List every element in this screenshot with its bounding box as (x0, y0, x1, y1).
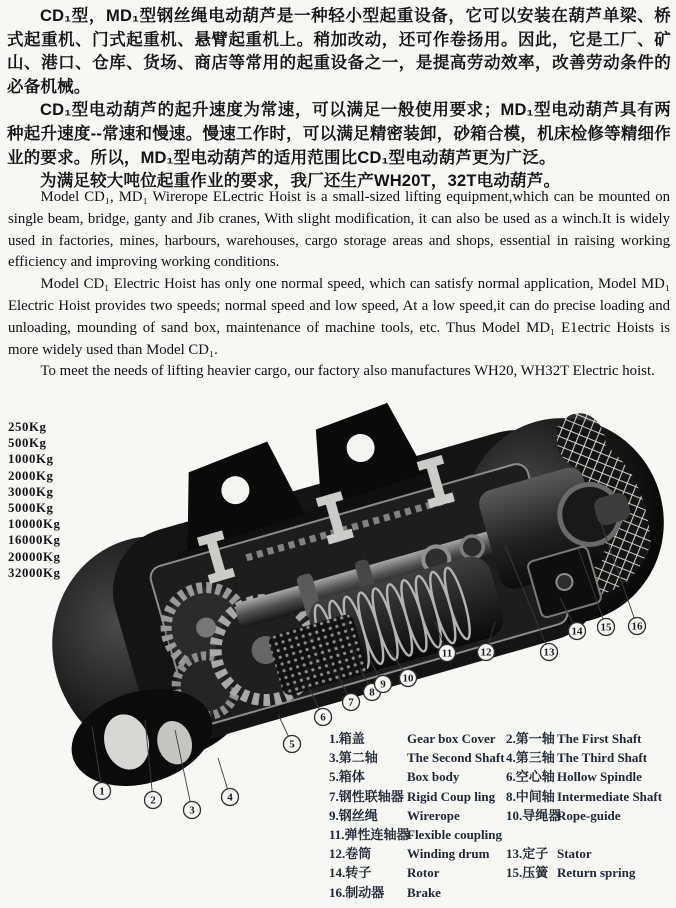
svg-text:8: 8 (369, 686, 375, 699)
legend-en: Rigid Coup ling (407, 788, 496, 804)
callout-6 (315, 709, 332, 726)
capacity-label: 10000Kg (8, 517, 61, 532)
en-paragraph-3: To meet the needs of lifting heavier cargo, our factory also manufactures WH20, WH32T Electric hoist. (40, 363, 655, 380)
svg-text:4: 4 (227, 791, 233, 804)
legend-en: Stator (557, 846, 592, 862)
legend-cn: 11.弹性连轴器 (329, 826, 410, 842)
callout-10 (400, 670, 417, 687)
legend-cn: 15.压簧 (506, 865, 549, 881)
callout-12 (478, 644, 495, 661)
callout-15 (598, 619, 615, 636)
svg-text:2: 2 (150, 794, 156, 807)
legend-cn: 10.导绳器 (506, 807, 562, 823)
svg-text:16: 16 (631, 620, 643, 633)
callout-9 (375, 676, 392, 693)
legend-cn: 2.第一轴 (506, 731, 555, 746)
svg-text:10: 10 (402, 672, 414, 685)
callout-11 (439, 645, 456, 662)
legend-row (329, 787, 675, 806)
svg-text:7: 7 (348, 696, 354, 709)
legend-en: Rope-guide (557, 807, 621, 823)
legend-cn: 4.第三轴 (506, 750, 555, 766)
callout-3 (184, 802, 201, 819)
english-intro (8, 187, 670, 383)
callout-4 (222, 789, 239, 806)
svg-text:13: 13 (543, 646, 555, 659)
en-paragraph-1: Model CD₁, MD₁ Wirerope ELectric Hoist is a small-sized lifting equipment,which can be mounted on single beam, bridge, ganty and Jib cranes, With slight modification, it can also be used as a winch.It is widely used in factories, mines, harbours, warehouses, cargo storage areas and shops, essential in raising working efficiency and improving working conditions. (8, 189, 670, 271)
legend-row (329, 729, 675, 748)
capacity-label: 32000Kg (8, 565, 61, 580)
cn-paragraph-2: CD₁型电动葫芦的起升速度为常速，可以满足一般使用要求；MD₁型电动葫芦具有两种起升速度--常速和慢速。慢速工作时，可以满足精密装卸，砂箱合模，机床检修等精细作业的要求。所以，MD₁型电动葫芦的适用范围比CD₁型电动葫芦更为广泛。 (7, 101, 671, 167)
legend-en: Winding drum (407, 846, 490, 862)
legend-cn: 1.箱盖 (329, 731, 365, 746)
svg-text:6: 6 (320, 711, 326, 724)
en-paragraph-2: Model CD₁ Electric Hoist has only one normal speed, which can satisfy normal application, Model MD₁ Electric Hoist provides two speeds; normal speed and low speed, At a low speed,it can do precise loading and unloading, mounding of sand box, maintenance of machine tools, etc. Thus Model MD₁ E1ectric Hoists is more widely used than Model CD₁. (8, 276, 670, 358)
legend-en: Box body (407, 769, 460, 785)
legend-cn (506, 883, 557, 902)
svg-text:9: 9 (380, 678, 386, 691)
callout-1 (94, 783, 111, 800)
legend-en: Wirerope (407, 807, 460, 823)
capacity-label: 5000Kg (8, 501, 54, 516)
legend-cn (506, 825, 557, 844)
callout-5 (284, 736, 301, 753)
legend-cn: 7.钢性联轴器 (329, 788, 404, 804)
legend-en: The Third Shaft (557, 750, 648, 766)
capacity-label: 250Kg (8, 420, 47, 434)
legend-en: Gear box Cover (407, 731, 496, 746)
legend-row (329, 806, 675, 825)
legend-en (557, 825, 675, 844)
legend-row (329, 767, 675, 786)
parts-legend (329, 729, 675, 902)
legend-en: Hollow Spindle (557, 769, 642, 785)
svg-text:3: 3 (189, 804, 195, 817)
legend-cn: 5.箱体 (329, 769, 365, 785)
legend-en: Intermediate Shaft (557, 788, 663, 804)
capacity-label: 16000Kg (8, 533, 61, 548)
capacity-label: 2000Kg (8, 468, 54, 483)
capacity-list (8, 419, 61, 581)
svg-text:12: 12 (480, 646, 492, 659)
capacity-label: 500Kg (8, 436, 47, 451)
capacity-label: 1000Kg (8, 452, 54, 467)
callout-14 (569, 623, 586, 640)
legend-en: Brake (407, 884, 441, 900)
legend-cn: 16.制动器 (329, 884, 385, 900)
legend-cn: 6.空心轴 (506, 769, 555, 785)
legend-row (329, 748, 675, 767)
legend-row (329, 825, 675, 844)
legend-en: Rotor (407, 865, 440, 881)
capacity-label: 3000Kg (8, 484, 54, 499)
legend-en: The Second Shaft (407, 750, 505, 766)
legend-cn: 14.转子 (329, 865, 372, 881)
legend-cn: 12.卷筒 (329, 846, 372, 862)
legend-row (329, 863, 675, 882)
legend-cn: 13.定子 (506, 846, 549, 862)
svg-text:14: 14 (571, 625, 583, 638)
chinese-intro (7, 5, 671, 194)
legend-row (329, 883, 675, 902)
cn-paragraph-3: 为满足较大吨位起重作业的要求，我厂还生产WH20T，32T电动葫芦。 (40, 172, 561, 191)
legend-en (557, 883, 675, 902)
callout-16 (629, 618, 646, 635)
legend-en: Return spring (557, 865, 636, 881)
capacity-label: 20000Kg (8, 549, 61, 564)
svg-text:1: 1 (99, 785, 105, 798)
callout-13 (541, 644, 558, 661)
legend-en: The First Shaft (557, 731, 642, 746)
callout-7 (343, 694, 360, 711)
legend-cn: 9.钢丝绳 (329, 807, 378, 823)
legend-row (329, 844, 675, 863)
svg-text:5: 5 (289, 738, 295, 751)
svg-text:15: 15 (600, 621, 612, 634)
cn-paragraph-1: CD₁型，MD₁型钢丝绳电动葫芦是一种轻小型起重设备，它可以安装在葫芦单梁、桥式起重机、门式起重机、悬臂起重机上。稍加改动，还可作卷扬用。因此，它是工厂、矿山、港口、仓库、货场、商店等常用的起重设备之一，是提高劳动效率，改善劳动条件的必备机械。 (7, 7, 671, 96)
legend-cn: 3.第二轴 (329, 750, 378, 766)
legend-en: Flexible coupling (407, 826, 502, 842)
svg-text:11: 11 (441, 647, 453, 660)
legend-cn: 8.中间轴 (506, 788, 555, 804)
callout-2 (145, 792, 162, 809)
